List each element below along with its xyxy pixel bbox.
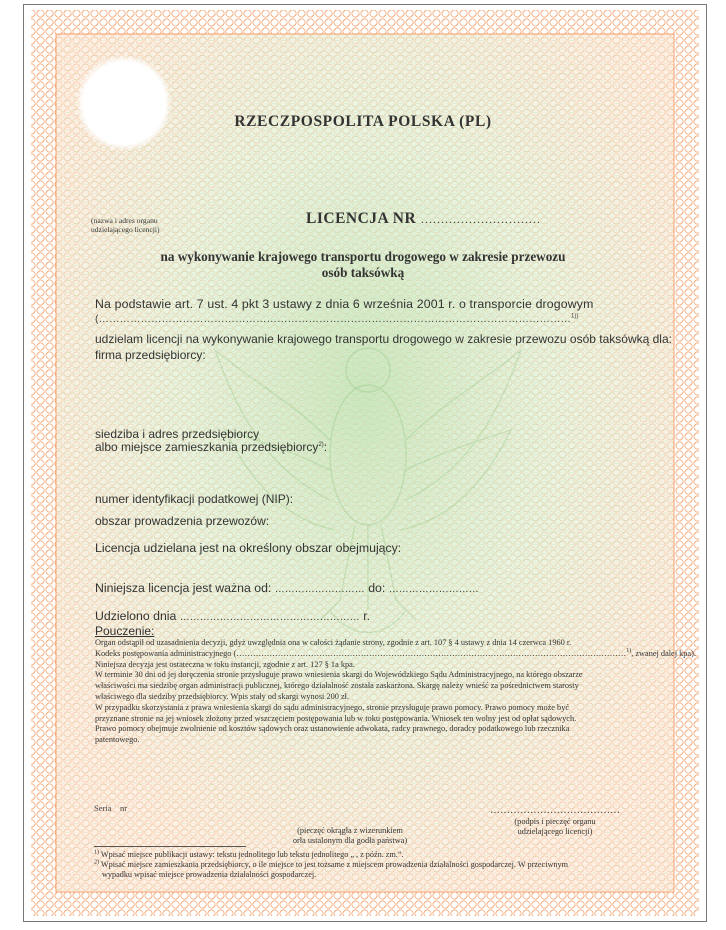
subtitle-line-1: na wykonywanie krajowego transportu drogowego w zakresie przewozu <box>160 249 566 264</box>
signature-field: ………………………………… <box>490 805 620 816</box>
outer-frame <box>23 4 707 922</box>
instructions: Organ odstąpił od uzasadnienia decyzji, gdyż uwzględnia ona w całości żądanie strony, zgodnie z art. 107 § 4 ustawy z dnia 14 czerwca 1960 r. Kodeks postępowania administracyjnego (……………………………………………………………………………………………………………………………$^{1)}$, zwanej dalej kpa). Niniejsza decyzja jest ostateczna w toku instancji, zgodnie z art. 127 § 1a kpa. W terminie 30 dni od jej doręczenia stronie przysługuje prawo wniesienia skargi do Wojewódzkiego Sądu Administracyjnego, na którego obszarze właściwości ma siedzibę organ administracji publicznej, którego działalność została zaskarżona. Skargę należy wnieść za pośrednictwem starosty właściwego dla siedziby przedsiębiorcy. Wpis stały od skargi wynosi 200 zł. W przypadku skorzystania z prawa wniesienia skargi do sądu administracyjnego, stronie przysługuje prawo pomocy. Prawo pomocy może być przyznane stronie na jej wniosek złożony przed wszczęciem postępowania lub w toku postępowania. Wniosek ten wolny jest od opłat sądowych. Prawo pomocy obejmuje zwolnienie od kosztów sądowych oraz ustanowienie adwokata, radcy prawnego, doradcy podatkowego lub rzecznika patentowego. <box>95 638 696 745</box>
issued-line: Udzielono dnia ……………………………………………… r. <box>95 609 371 623</box>
country-heading: RZECZPOSPOLITA POLSKA (PL) <box>234 113 492 130</box>
validity-line: Niniejsza licencja jest ważna od: ……………………… do: ……………………… <box>95 581 479 595</box>
subtitle-line-2: osób taksówką <box>321 265 405 280</box>
footnotes: $^{1)}$ Wpisać miejsce publikacji ustawy: tekstu jednolitego lub tekstu jednolitego „ , z późn. zm.”. $^{2)}$ Wpisać miejsce zamieszkania przedsiębiorcy, o ile miejsce to jest tożsame z miejscem prowadzenia działalności gospodarczej. W przeciwnym wypadku wpisać miejsce prowadzenia działalności gospodarczej. <box>94 849 568 879</box>
seal-caption: (pieczęć okrągła z wizerunkiem orła ustalonym dla godła państwa) <box>292 826 408 845</box>
company-label: firma przedsiębiorcy: <box>95 348 206 362</box>
scope-label: Licencja udzielana jest na określony obszar obejmujący: <box>95 541 402 555</box>
legal-basis: Na podstawie art. 7 ust. 4 pkt 3 ustawy z dnia 6 września 2001 r. o transporcie drogowym <box>95 297 594 311</box>
series-number: Seria nr <box>94 803 128 813</box>
address-label-1: siedziba i adres przedsiębiorcy <box>95 427 260 441</box>
issued-date-field: ……………………………………………… <box>179 612 360 623</box>
license-number-field: ………………………… <box>420 212 541 226</box>
instruction-heading: Pouczenie: <box>95 624 155 638</box>
signature-caption: (podpis i pieczęć organu udzielającego licencji) <box>514 817 596 836</box>
license-title: LICENCJA NR ………………………… <box>306 210 541 227</box>
grant-text: udzielam licencji na wykonywanie krajowego transportu drogowego w zakresie przewozu osób taksówką dla: <box>95 332 672 346</box>
validity-from-field: ……………………… <box>274 584 365 595</box>
footnote-divider <box>94 846 246 847</box>
nip-label: numer identyfikacji podatkowej (NIP): <box>95 492 294 506</box>
validity-to-field: ……………………… <box>388 584 479 595</box>
area-label: obszar prowadzenia przewozów: <box>95 514 270 528</box>
publication-line: (………………………………………………………………………………………………………………………$^{1))}$ <box>95 313 579 325</box>
issuer-caption: (nazwa i adres organu udzielającego licencji) <box>91 216 160 234</box>
address-label-2: albo miejsce zamieszkania przedsiębiorcy$^{2)}$: <box>95 440 328 454</box>
